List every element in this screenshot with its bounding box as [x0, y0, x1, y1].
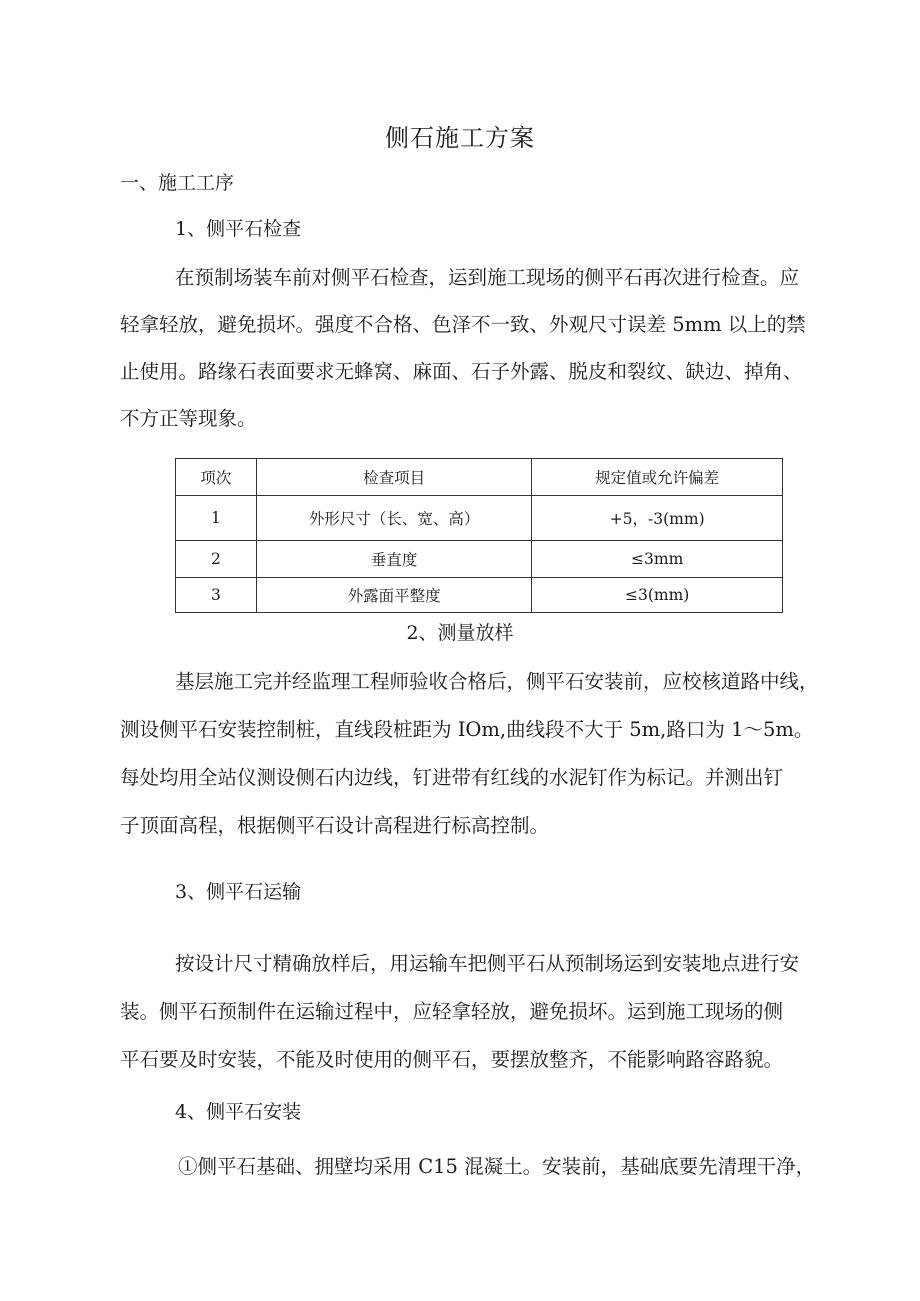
document-title: 侧石施工方案 — [385, 124, 535, 152]
table-header-cell: 项次 — [176, 459, 257, 496]
table-cell: +5，-3(mm) — [532, 496, 783, 541]
inspection-table — [175, 458, 783, 613]
table-row — [176, 541, 783, 578]
table-header-row — [176, 459, 783, 496]
paragraph-line: 子顶面高程，根据侧平石设计高程进行标高控制。 — [120, 814, 550, 837]
table-cell: ≤3mm — [532, 541, 783, 578]
table-cell: 2 — [176, 541, 257, 578]
table-cell: 3 — [176, 578, 257, 613]
table-cell: ≤3(mm) — [532, 578, 783, 613]
paragraph-line: 按设计尺寸精确放样后，用运输车把侧平石从预制场运到安装地点进行安 — [175, 952, 800, 975]
table-row — [176, 496, 783, 541]
paragraph-line: 基层施工完并经监理工程师验收合格后，侧平石安装前，应校核道路中线， — [175, 670, 819, 693]
paragraph-line: 止使用。路缘石表面要求无蜂窝、麻面、石子外露、脱皮和裂纹、缺边、掉角、 — [120, 360, 803, 383]
subsection-heading-inspection: 1、侧平石检查 — [175, 218, 302, 240]
paragraph-line: ①侧平石基础、拥壁均采用 C15 混凝土。安装前，基础底要先清理干净， — [178, 1155, 816, 1178]
paragraph-line: 轻拿轻放，避免损坏。强度不合格、色泽不一致、外观尺寸误差 5mm 以上的禁 — [120, 313, 806, 336]
table-cell: 1 — [176, 496, 257, 541]
table-cell: 外露面平整度 — [256, 578, 531, 613]
paragraph-line: 每处均用全站仪测设侧石内边线，钉进带有红线的水泥钉作为标记。并测出钉 — [120, 766, 784, 789]
subsection-heading-transport: 3、侧平石运输 — [175, 881, 302, 903]
table-header-cell: 规定值或允许偏差 — [532, 459, 783, 496]
section-heading-procedure: 一、施工工序 — [120, 172, 235, 194]
table-cell: 外形尺寸（长、宽、高） — [256, 496, 531, 541]
paragraph-line: 装。侧平石预制件在运输过程中，应轻拿轻放，避免损坏。运到施工现场的侧 — [120, 1000, 784, 1023]
paragraph-line: 测设侧平石安装控制桩，直线段桩距为 IOm,曲线段不大于 5m,路口为 1～5m。 — [120, 718, 814, 741]
subsection-heading-installation: 4、侧平石安装 — [175, 1101, 302, 1123]
table-header-cell: 检查项目 — [256, 459, 531, 496]
paragraph-line: 不方正等现象。 — [120, 407, 257, 430]
table-cell: 垂直度 — [256, 541, 531, 578]
paragraph-line: 平石要及时安装，不能及时使用的侧平石，要摆放整齐，不能影响路容路貌。 — [120, 1048, 784, 1071]
table-row — [176, 578, 783, 613]
subsection-heading-survey: 2、测量放样 — [406, 622, 514, 644]
paragraph-line: 在预制场装车前对侧平石检查，运到施工现场的侧平石再次进行检查。应 — [175, 266, 800, 289]
